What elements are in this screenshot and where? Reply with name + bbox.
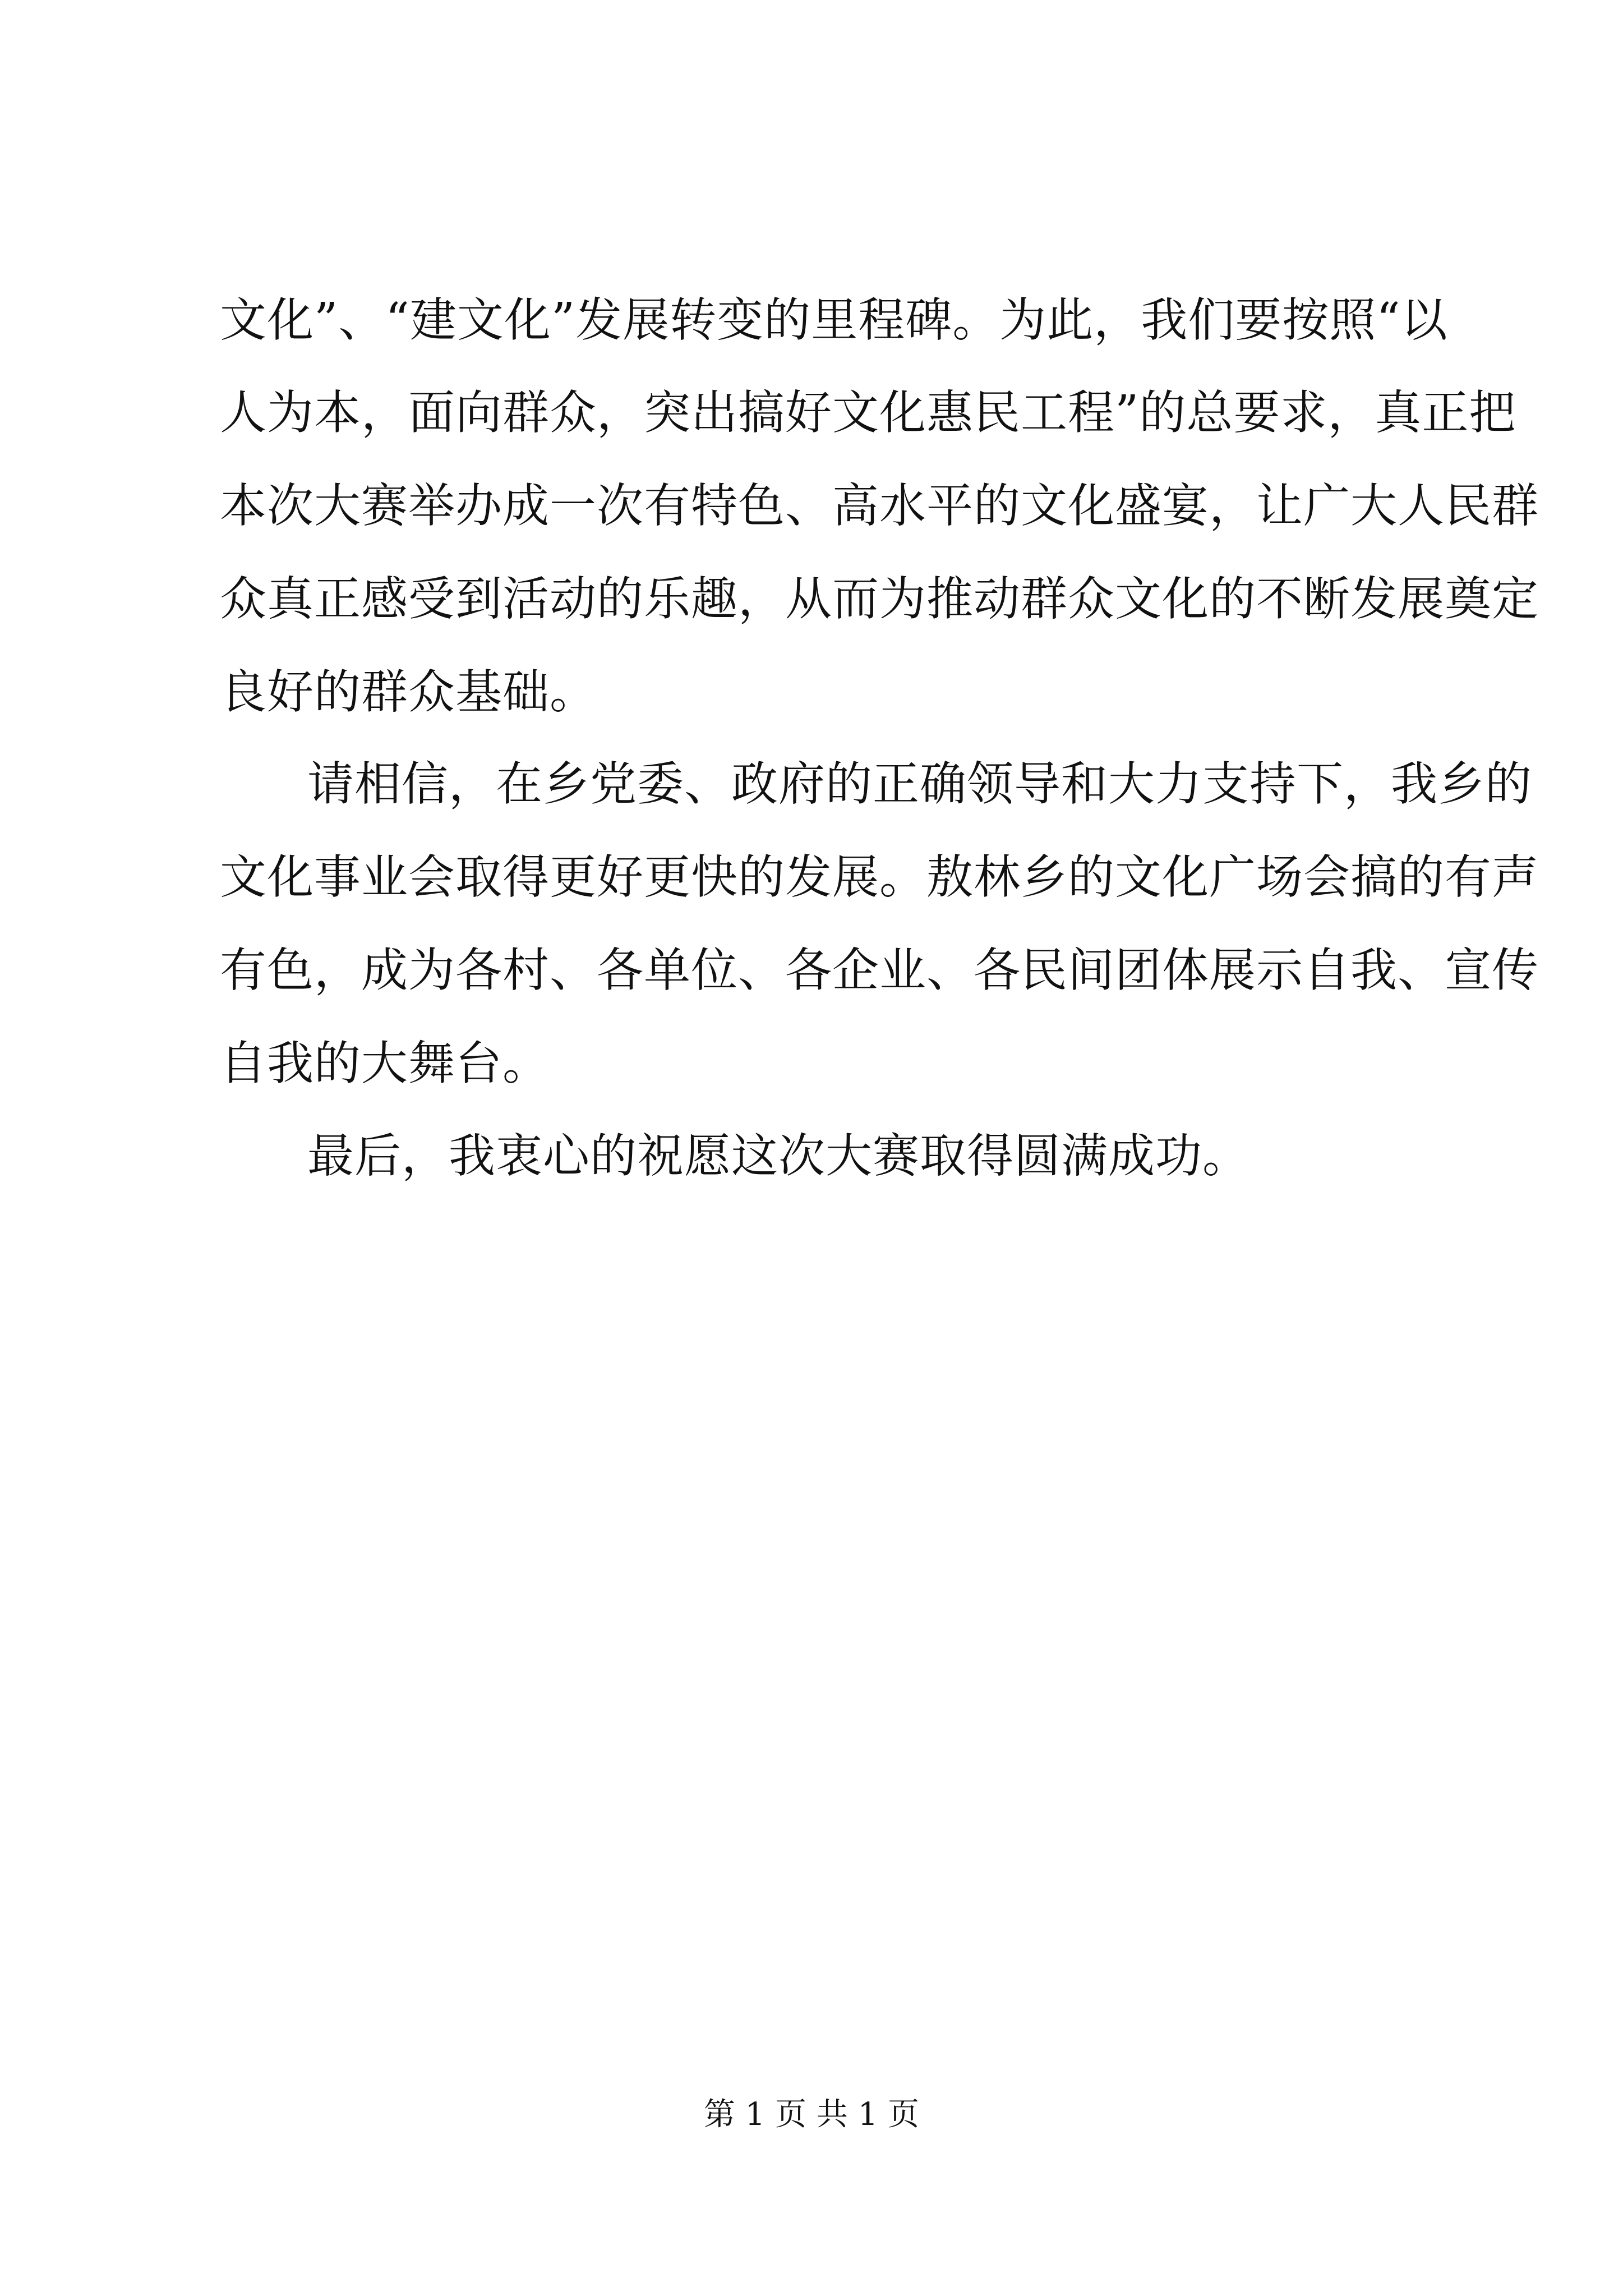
- body-line-3: 本次大赛举办成一次有特色、高水平的文化盛宴，让广大人民群: [220, 478, 1539, 533]
- paragraph-2-line-4: 自我的大舞台。: [220, 1036, 550, 1091]
- body-line-2: 人为本，面向群众，突出搞好文化惠民工程”的总要求，真正把: [220, 385, 1516, 440]
- paragraph-2-line-2: 文化事业会取得更好更快的发展。敖林乡的文化广场会搞的有声: [220, 850, 1539, 904]
- page-footer: 第 1 页 共 1 页: [703, 2096, 920, 2133]
- paragraph-2-line-3: 有色，成为各村、各单位、各企业、各民间团体展示自我、宣传: [220, 943, 1539, 997]
- body-line-1: 文化”、“建文化”发展转变的里程碑。为此，我们要按照“以: [220, 293, 1448, 347]
- body-line-4: 众真正感受到活动的乐趣，从而为推动群众文化的不断发展奠定: [220, 572, 1539, 626]
- paragraph-2-line-1: 请相信，在乡党委、政府的正确领导和大力支持下，我乡的: [307, 757, 1532, 811]
- body-line-5: 良好的群众基础。: [220, 665, 597, 719]
- closing-line: 最后，我衷心的祝愿这次大赛取得圆满成功。: [307, 1129, 1249, 1183]
